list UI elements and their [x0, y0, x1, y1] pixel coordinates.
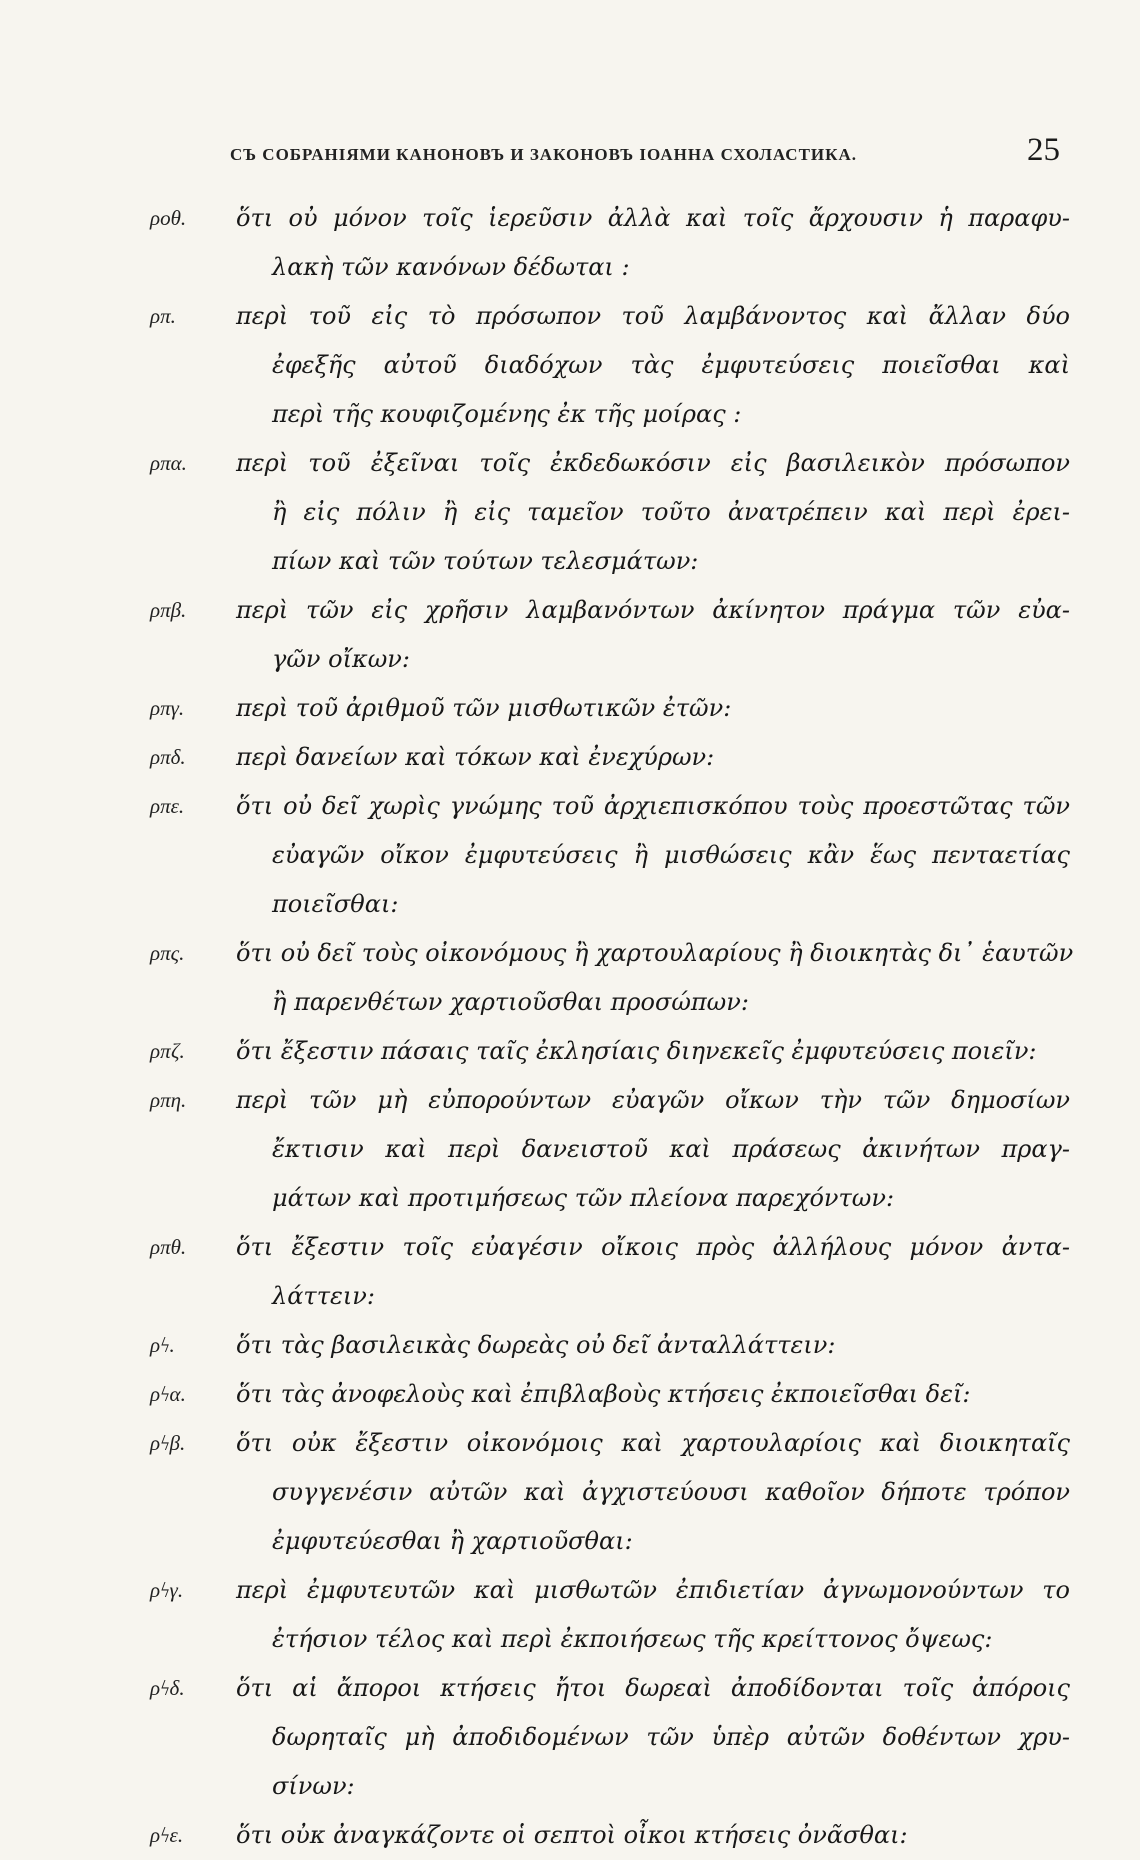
entry-line: περὶ δανείων καὶ τόκων καὶ ἐνεχύρων:	[236, 743, 715, 771]
entry-line: δωρηταῖς μὴ ἀποδιδομένων τῶν ὑπὲρ αὐτῶν δοθέντων χρυ-	[272, 1723, 1070, 1751]
entry-line: ἐτήσιον τέλος καὶ περὶ ἐκποιήσεως τῆς κρείττονος ὄψεως:	[272, 1625, 993, 1653]
entry-number: ρϟγ.	[150, 1578, 184, 1602]
entry-text	[236, 1419, 1070, 1566]
entry-number: ρπα.	[150, 451, 187, 475]
entry-text	[236, 1223, 1070, 1321]
entry-line: γῶν οἴκων:	[272, 645, 410, 673]
entry-text	[236, 1664, 1070, 1811]
entry-number: ρπς.	[150, 941, 185, 965]
entry-row	[150, 1811, 1070, 1860]
entry-row	[150, 586, 1070, 684]
entry-text	[236, 1321, 1070, 1370]
entry-line: ὅτι οὐ δεῖ χωρὶς γνώμης τοῦ ἀρχιεπισκόπου τοὺς προεστῶτας τῶν	[236, 792, 1070, 820]
entry-row	[150, 1664, 1070, 1811]
entry-number: ρπβ.	[150, 598, 187, 622]
entry-row	[150, 733, 1070, 782]
entry-line: συγγενέσιν αὐτῶν καὶ ἀγχιστεύουσι καθοῖον δήποτε τρόπον	[272, 1478, 1070, 1506]
entry-line: ὅτι αἱ ἄποροι κτήσεις ἤτοι δωρεαὶ ἀποδίδονται τοῖς ἀπόροις	[236, 1674, 1070, 1702]
header-title: СЪ СОБРАНІЯМИ КАНОНОВЪ И ЗАКОНОВЪ ІОАННА СХОЛАСТИКА.	[230, 145, 858, 164]
entry-text	[236, 1811, 1070, 1860]
entry-line: ὅτι ἔξεστιν πάσαις ταῖς ἐκλησίαις διηνεκεῖς ἐμφυτεύσεις ποιεῖν:	[236, 1037, 1037, 1065]
entry-line: ἢ εἰς πόλιν ἢ εἰς ταμεῖον τοῦτο ἀνατρέπειν καὶ περὶ ἐρει-	[272, 498, 1070, 526]
entry-number: ρπη.	[150, 1088, 187, 1112]
entry-number: ρπγ.	[150, 696, 185, 720]
entry-line: περὶ τοῦ εἰς τὸ πρόσωπον τοῦ λαμβάνοντος καὶ ἄλλαν δύο	[236, 302, 1070, 330]
entry-line: ὅτι οὐ μόνον τοῖς ἱερεῦσιν ἀλλὰ καὶ τοῖς ἄρχουσιν ἡ παραφυ-	[236, 204, 1070, 232]
entry-line: ὅτι οὐκ ἔξεστιν οἰκονόμοις καὶ χαρτουλαρίοις καὶ διοικηταῖς	[236, 1429, 1070, 1457]
entry-line: πίων καὶ τῶν τούτων τελεσμάτων:	[272, 547, 699, 575]
entry-row	[150, 439, 1070, 586]
entry-text	[236, 194, 1070, 292]
entry-line: ὅτι ἔξεστιν τοῖς εὐαγέσιν οἴκοις πρὸς ἀλλήλους μόνον ἀντα-	[236, 1233, 1070, 1261]
entry-text	[236, 1076, 1070, 1223]
entry-line: περὶ ἐμφυτευτῶν καὶ μισθωτῶν ἐπιδιετίαν ἀγνωμονούντων το	[236, 1576, 1070, 1604]
entry-line: ἔκτισιν καὶ περὶ δανειστοῦ καὶ πράσεως ἀκινήτων πραγ-	[272, 1135, 1070, 1163]
entry-row	[150, 1076, 1070, 1223]
entry-line: εὐαγῶν οἴκον ἐμφυτεύσεις ἢ μισθώσεις κἂν ἕως πενταετίας	[272, 841, 1070, 869]
entry-text	[236, 929, 1074, 1027]
entry-line: περὶ τοῦ ἐξεῖναι τοῖς ἐκδεδωκόσιν εἰς βασιλεικὸν πρόσωπον	[236, 449, 1070, 477]
entry-line: ὅτι οὐ δεῖ τοὺς οἰκονόμους ἢ χαρτουλαρίους ἢ διοικητὰς δι᾽ ἑαυτῶν	[236, 939, 1074, 967]
entry-line: ἐφεξῆς αὐτοῦ διαδόχων τὰς ἐμφυτεύσεις ποιεῖσθαι καὶ	[272, 351, 1070, 379]
entry-line: ἐμφυτεύεσθαι ἢ χαρτιοῦσθαι:	[272, 1527, 633, 1555]
entry-row	[150, 1370, 1070, 1419]
entry-number: ρπθ.	[150, 1235, 187, 1259]
entry-number: ρϟ.	[150, 1333, 175, 1357]
entry-text	[236, 292, 1070, 439]
entry-row	[150, 684, 1070, 733]
entry-line: ἢ παρενθέτων χαρτιοῦσθαι προσώπων:	[272, 988, 749, 1016]
entry-line: λάττειν:	[272, 1282, 375, 1310]
entry-line: ὅτι τὰς βασιλεικὰς δωρεὰς οὐ δεῖ ἀνταλλάττειν:	[236, 1331, 836, 1359]
entry-line: μάτων καὶ προτιμήσεως τῶν πλείονα παρεχόντων:	[272, 1184, 895, 1212]
entry-line: περὶ τῶν μὴ εὐπορούντων εὐαγῶν οἴκων τὴν τῶν δημοσίων	[236, 1086, 1070, 1114]
entry-number: ροθ.	[150, 206, 187, 230]
entry-row	[150, 194, 1070, 292]
running-header	[230, 132, 1060, 169]
entry-line: σίνων:	[272, 1772, 355, 1800]
entry-row	[150, 1027, 1070, 1076]
entry-number: ρϟδ.	[150, 1676, 185, 1700]
entry-line: λακὴ τῶν κανόνων δέδωται :	[272, 253, 630, 281]
entry-number: ρϟα.	[150, 1382, 186, 1406]
entry-line: ποιεῖσθαι:	[272, 890, 399, 918]
entry-number: ρϟβ.	[150, 1431, 186, 1455]
entry-text	[236, 684, 1070, 733]
entry-list	[150, 194, 1074, 1860]
entry-text	[236, 1566, 1070, 1664]
entry-line: ὅτι τὰς ἀνοφελοὺς καὶ ἐπιβλαβοὺς κτήσεις ἐκποιεῖσθαι δεῖ:	[236, 1380, 971, 1408]
entry-line: περὶ τοῦ ἀριθμοῦ τῶν μισθωτικῶν ἐτῶν:	[236, 694, 732, 722]
entry-row	[150, 292, 1070, 439]
entry-row	[150, 1566, 1070, 1664]
entry-number: ρπδ.	[150, 745, 186, 769]
entry-text	[236, 733, 1070, 782]
entry-text	[236, 782, 1070, 929]
entry-text	[236, 1027, 1070, 1076]
entry-row	[150, 1223, 1070, 1321]
entry-number: ρπ.	[150, 304, 176, 328]
entry-line: ὅτι οὐκ ἀναγκάζοντε οἱ σεπτοὶ οἶκοι κτήσεις ὀνᾶσθαι:	[236, 1821, 908, 1849]
entry-number: ρϟε.	[150, 1823, 184, 1847]
entry-number: ρπζ.	[150, 1039, 185, 1063]
entry-number: ρπε.	[150, 794, 185, 818]
page-number: 25	[1027, 132, 1060, 168]
entry-row	[150, 1419, 1070, 1566]
entry-row	[150, 1321, 1070, 1370]
entry-row	[150, 929, 1074, 1027]
entry-row	[150, 782, 1070, 929]
entry-text	[236, 439, 1070, 586]
entry-text	[236, 1370, 1070, 1419]
entry-text	[236, 586, 1070, 684]
entry-line: περὶ τῶν εἰς χρῆσιν λαμβανόντων ἀκίνητον πράγμα τῶν εὐα-	[236, 596, 1070, 624]
entry-line: περὶ τῆς κουφιζομένης ἐκ τῆς μοίρας :	[272, 400, 742, 428]
